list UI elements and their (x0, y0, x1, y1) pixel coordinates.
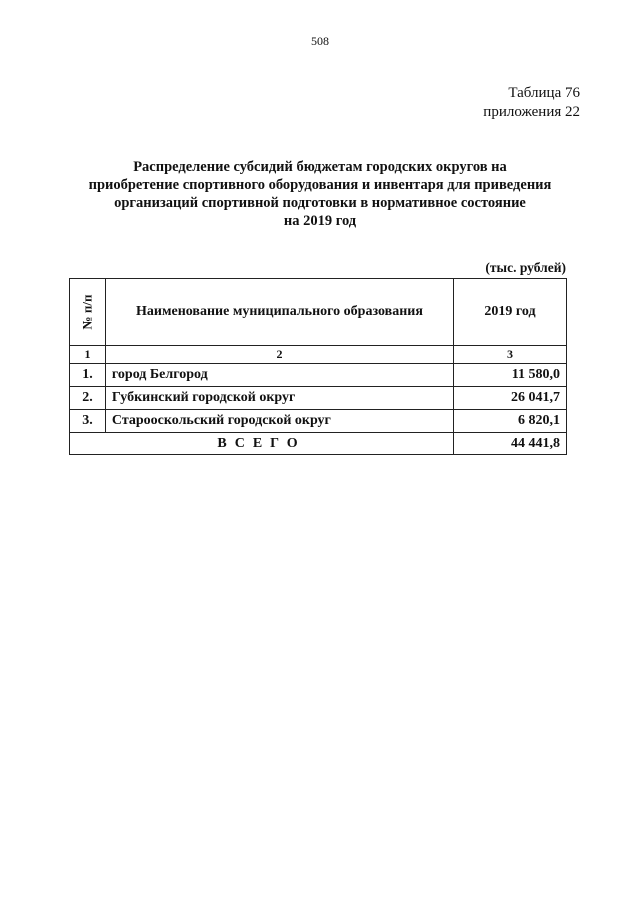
row-amount: 6 820,1 (454, 410, 567, 433)
subsidy-table (69, 278, 567, 455)
title-line3: организаций спортивной подготовки в нормативное состояние (114, 195, 526, 211)
row-municipality: Губкинский городской округ (105, 387, 453, 410)
column-index-1: 1 (70, 346, 106, 364)
column-index-row (70, 346, 567, 364)
table-row (70, 387, 567, 410)
title-line1: Распределение субсидий бюджетам городских округов на (133, 159, 507, 175)
total-row (70, 433, 567, 455)
table-header-row (70, 279, 567, 346)
header-number-label: № п/п (79, 294, 95, 329)
title-line2: приобретение спортивного оборудования и инвентаря для приведения (88, 177, 552, 193)
total-label: ВСЕГО (70, 433, 454, 455)
document-title (0, 158, 640, 230)
table-reference-line2: приложения 22 (483, 104, 580, 120)
row-amount: 26 041,7 (454, 387, 567, 410)
total-amount: 44 441,8 (454, 433, 567, 455)
row-number: 1. (70, 364, 106, 387)
header-name: Наименование муниципального образования (105, 279, 453, 346)
units-label: (тыс. рублей) (485, 260, 566, 275)
table-reference-line1: Таблица 76 (508, 85, 580, 101)
row-municipality: город Белгород (105, 364, 453, 387)
table-row (70, 364, 567, 387)
title-line4: на 2019 год (283, 213, 357, 229)
table-reference (483, 84, 580, 122)
column-index-3: 3 (454, 346, 567, 364)
table-row (70, 410, 567, 433)
header-year: 2019 год (454, 279, 567, 346)
row-number: 2. (70, 387, 106, 410)
page-number: 508 (311, 34, 329, 48)
header-number (70, 279, 106, 346)
row-number: 3. (70, 410, 106, 433)
row-amount: 11 580,0 (454, 364, 567, 387)
column-index-2: 2 (105, 346, 453, 364)
row-municipality: Старооскольский городской округ (105, 410, 453, 433)
